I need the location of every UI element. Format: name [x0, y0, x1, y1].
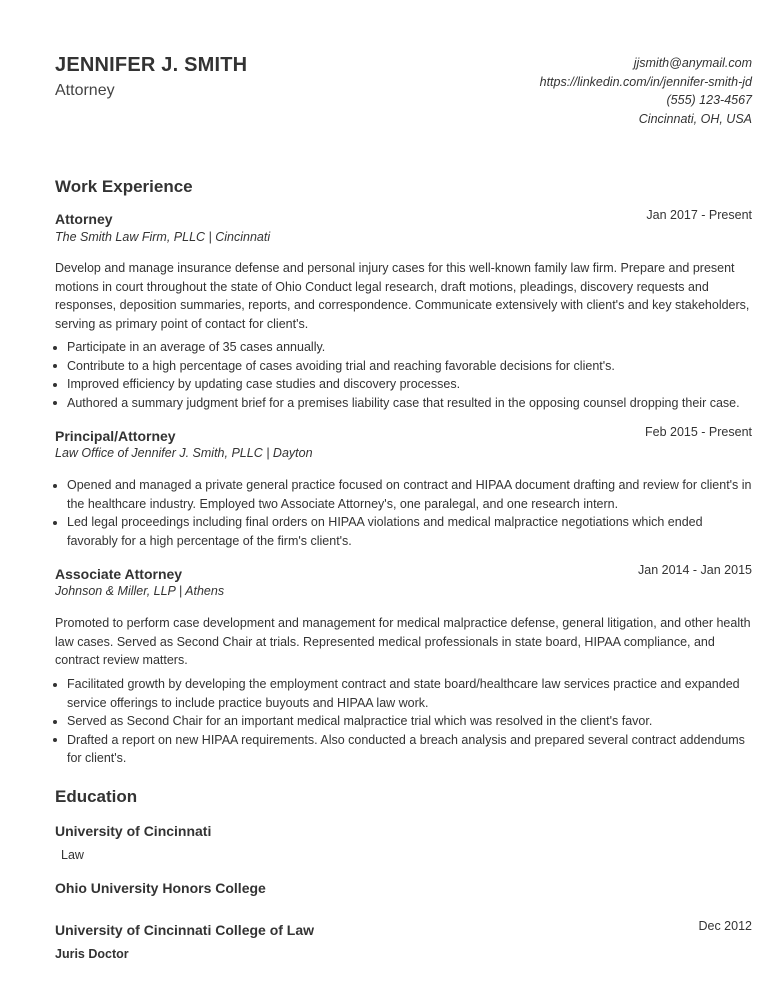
contact-block — [540, 54, 752, 128]
list-item: Authored a summary judgment brief for a premises liability case that resulted in the opposing counsel dropping their case. — [55, 394, 752, 413]
job-date: Feb 2015 - Present — [644, 425, 752, 439]
list-item: Improved efficiency by updating case studies and discovery processes. — [55, 375, 752, 394]
job-title: Associate Attorney — [55, 566, 183, 582]
list-item: Led legal proceedings including final orders on HIPAA violations and medical malpractice negotiations which ended favorably for a high percentage of the firm's client's. — [55, 513, 752, 550]
job-bullets — [55, 476, 752, 550]
job-title: Attorney — [55, 211, 113, 227]
list-item: Facilitated growth by developing the employment contract and state board/healthcare law services practice and expanded service offerings to include practice buyouts and HIPAA law work. — [55, 675, 752, 712]
list-item: Served as Second Chair for an important medical malpractice trial which was resolved in the client's favor. — [55, 712, 752, 731]
school-field: Law — [61, 848, 84, 862]
contact-phone: (555) 123-4567 — [666, 93, 752, 107]
contact-location: Cincinnati, OH, USA — [638, 111, 752, 126]
school-degree: Juris Doctor — [55, 947, 129, 961]
job-bullets — [55, 338, 752, 412]
job-company: Johnson & Miller, LLP | Athens — [55, 584, 225, 598]
job-company: Law Office of Jennifer J. Smith, PLLC | Dayton — [55, 446, 313, 460]
job-date: Jan 2017 - Present — [646, 208, 752, 222]
section-work-experience: Work Experience — [55, 177, 193, 196]
job-date: Jan 2014 - Jan 2015 — [638, 563, 752, 577]
job-summary: Promoted to perform case development and management for medical malpractice defense, general litigation, and other health law cases. Served as Second Chair at trials. Represented medical professionals in state board, HIPAA compliance, and contract review matters. — [55, 616, 751, 667]
list-item: Drafted a report on new HIPAA requirements. Also conducted a breach analysis and prepared several contract addendums for client's. — [55, 731, 752, 768]
list-item: Contribute to a high percentage of cases avoiding trial and reaching favorable decisions for client's. — [55, 357, 752, 376]
school-name: University of Cincinnati College of Law — [55, 922, 315, 938]
section-education: Education — [55, 787, 138, 806]
list-item: Opened and managed a private general practice focused on contract and HIPAA document drafting and review for client's in the healthcare industry. Employed two Associate Attorney's, one paralegal, and one research intern. — [55, 476, 752, 513]
job-summary: Develop and manage insurance defense and personal injury cases for this well-known family law firm. Prepare and present motions in court throughout the state of Ohio Conduct legal research, draft motions, pleadings, discovery requests and responses, deposition summaries, reports, and correspondence. Communicate extensively with client's and key stakeholders, serving as primary point of contact for client's. — [55, 261, 750, 331]
candidate-title: Attorney — [55, 82, 115, 99]
school-name: University of Cincinnati — [55, 823, 212, 839]
contact-linkedin[interactable]: https://linkedin.com/in/jennifer-smith-jd — [539, 74, 752, 89]
school-name: Ohio University Honors College — [55, 880, 266, 896]
school-date: Dec 2012 — [698, 919, 752, 933]
candidate-name: JENNIFER J. SMITH — [55, 54, 248, 76]
list-item: Participate in an average of 35 cases annually. — [55, 338, 752, 357]
job-title: Principal/Attorney — [55, 428, 176, 444]
job-bullets — [55, 675, 752, 768]
contact-email[interactable]: jjsmith@anymail.com — [633, 56, 752, 70]
job-company: The Smith Law Firm, PLLC | Cincinnati — [55, 230, 271, 244]
